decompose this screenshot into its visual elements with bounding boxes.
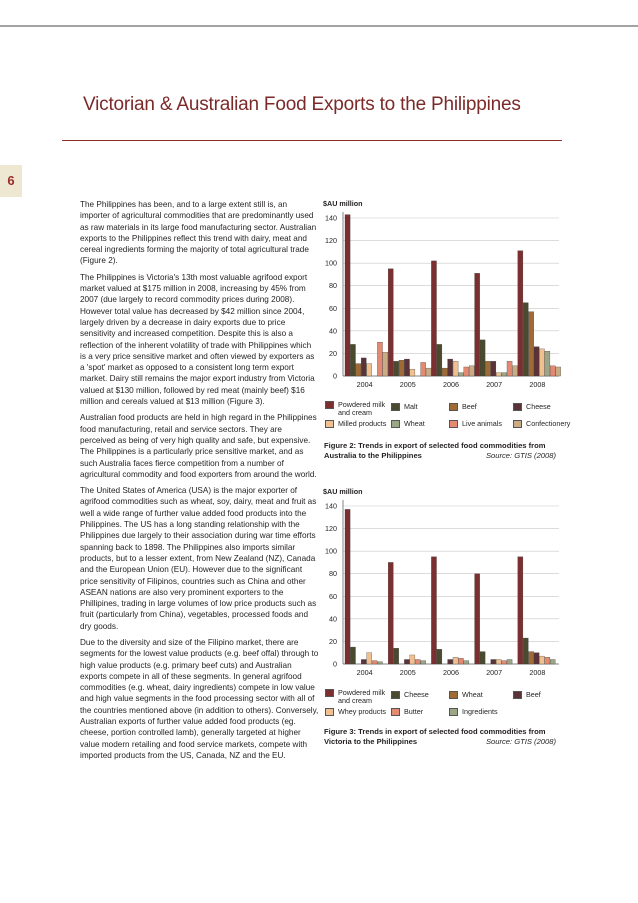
bar-powdered-milk-and-cream-2006 [431, 557, 436, 664]
legend-swatch [391, 403, 400, 411]
legend-item-cheese [513, 403, 551, 411]
bar-powdered-milk-and-cream-2008 [518, 557, 523, 664]
legend-label: Milled products [338, 419, 387, 428]
y-tick-label: 120 [325, 236, 337, 246]
legend-item-beef [449, 403, 477, 411]
figure-2-chart [323, 198, 563, 393]
paragraph: Due to the diversity and size of the Filipino market, there are segments for the lowest value products (e.g. beef offal) through to high value products (e.g. primary beef cuts) and Australian exports compete in all of these segments. In general agrifood commodities (e.g. wheat, dairy ingredients) compete in low value and high value segments in the food processing sector with all of the countries mentioned above (in addition to others). Conversely, Australian exports of further value added food products (eg. cheese, portion controlled lamb), generally targeted at higher value modern retailing and food service markets, compete with imported products from the US, Canada, NZ and the EU. [80, 637, 319, 760]
legend-label: Live animals [462, 419, 502, 428]
legend-swatch [449, 708, 458, 716]
bar-butter-2008 [545, 657, 550, 664]
bar-ingredients-2005 [421, 661, 426, 664]
legend-label: Malt [404, 402, 418, 411]
legend-label: Cheese [526, 402, 551, 411]
figure-2-caption [324, 441, 564, 461]
y-tick-label: 80 [329, 569, 337, 579]
bar-beef-2004 [356, 364, 361, 376]
figure-3 [323, 486, 563, 756]
bar-malt-2007 [480, 340, 485, 376]
body-text [80, 199, 319, 766]
bar-beef-2006 [448, 659, 453, 664]
bar-beef-2008 [529, 312, 534, 376]
figure-2-source: Source: GTIS (2008) [485, 451, 556, 460]
x-tick-label: 2008 [529, 668, 546, 677]
legend-label: Confectionery [526, 419, 571, 428]
bar-powdered-milk-and-cream-2005 [388, 269, 393, 376]
bar-beef-2005 [404, 659, 409, 664]
figure-3-caption [324, 727, 564, 747]
figure-3-source: Source: GTIS (2008) [485, 737, 556, 746]
bar-live-animals-2006 [464, 367, 469, 376]
x-tick-label: 2008 [529, 380, 546, 389]
y-tick-label: 0 [333, 659, 337, 669]
y-tick-label: 100 [325, 546, 337, 556]
figure-3-legend [325, 689, 563, 721]
figure-2-legend [325, 400, 571, 433]
bar-milled-products-2004 [367, 364, 372, 376]
y-tick-label: 60 [329, 591, 337, 601]
bar-malt-2008 [523, 303, 528, 376]
y-tick-label: 100 [325, 258, 337, 268]
legend-label: Butter [404, 707, 424, 716]
y-tick-label: 140 [325, 213, 337, 223]
legend-item-cheese [391, 691, 429, 699]
bar-powdered-milk-and-cream-2007 [475, 273, 480, 376]
page-title: Victorian & Australian Food Exports to the Philippines [83, 94, 521, 115]
bar-wheat-2007 [502, 373, 507, 376]
legend-swatch [391, 420, 400, 428]
x-tick-label: 2007 [486, 380, 503, 389]
bar-milled-products-2008 [539, 349, 544, 376]
bar-butter-2006 [458, 658, 463, 664]
bar-wheat-2006 [458, 373, 463, 376]
bar-milled-products-2007 [496, 373, 501, 376]
bar-beef-2007 [485, 361, 490, 376]
legend-item-malt [391, 403, 418, 411]
bar-cheese-2007 [480, 652, 485, 664]
bar-whey-products-2005 [410, 655, 415, 664]
bar-cheese-2004 [361, 358, 366, 376]
bar-cheese-2006 [448, 359, 453, 376]
bar-powdered-milk-and-cream-2004 [345, 509, 350, 664]
legend-swatch [513, 691, 522, 699]
bar-confectionery-2004 [383, 352, 388, 376]
figure-3-chart [323, 486, 563, 681]
y-tick-label: 40 [329, 326, 337, 336]
bar-ingredients-2006 [464, 661, 469, 664]
paragraph: The United States of America (USA) is the major exporter of agrifood commodities such as wheat, soy, dairy, meat and fruit as well a wide range of further value added food products into the Philippines. The US has a long standing relationship with the Philippines due largely to their association during war time efforts spanning back to 1898. The Philippines also imports similar products, but to a lesser extent, from New Zealand (NZ), Canada and the European Union (EU). However due to the significant price sensitivity of Filipinos, countries such as China and other ASEAN nations are also very prominent exporters to the Phillipines, trading in large volumes of low price products such as fruit (particularly from China), vegetables, processed foods and dry goods. [80, 486, 317, 631]
figure-2 [323, 198, 571, 466]
bar-live-animals-2007 [507, 361, 512, 376]
y-tick-label: 140 [325, 501, 337, 511]
legend-item-butter [391, 708, 423, 716]
bar-whey-products-2008 [539, 656, 544, 664]
figure-2-caption-text: Figure 2: Trends in export of selected food commodities from Australia to the Philippines [324, 441, 546, 460]
bar-confectionery-2007 [512, 366, 517, 376]
legend-label: Beef [526, 690, 541, 699]
y-tick-label: 60 [329, 303, 337, 313]
bar-wheat-2008 [529, 652, 534, 664]
legend-swatch [325, 689, 334, 697]
page-number: 6 [0, 165, 22, 197]
bar-ingredients-2007 [507, 659, 512, 664]
bar-confectionery-2008 [556, 367, 561, 376]
legend-item-powdered-milk-and-cream [325, 401, 388, 417]
bar-butter-2007 [502, 661, 507, 664]
x-tick-label: 2005 [399, 380, 416, 389]
legend-label: Powdered milk and cream [338, 400, 386, 417]
bar-cheese-2006 [437, 649, 442, 664]
bar-ingredients-2004 [377, 662, 382, 664]
y-tick-label: 120 [325, 524, 337, 534]
x-tick-label: 2005 [399, 668, 416, 677]
x-tick-label: 2004 [356, 380, 373, 389]
legend-label: Wheat [404, 419, 425, 428]
bar-cheese-2005 [404, 359, 409, 376]
legend-swatch [325, 420, 334, 428]
paragraph: The Philippines has been, and to a large extent still is, an importer of agricultural commodities that are predominantly used as raw materials in its large food manufacturing sector. Australian exports to the Philippines reflect this trend with dairy, meat and cereal ingredients forming the majority of total agricultural trade (Figure 2). [80, 200, 317, 266]
legend-item-ingredients [449, 708, 498, 716]
legend-swatch [449, 420, 458, 428]
bar-beef-2004 [361, 659, 366, 664]
bar-cheese-2007 [491, 361, 496, 376]
bar-confectionery-2005 [426, 368, 431, 376]
bar-powdered-milk-and-cream-2008 [518, 251, 523, 376]
bar-cheese-2005 [394, 648, 399, 664]
legend-item-beef [513, 691, 541, 699]
legend-item-live-animals [449, 420, 502, 428]
bar-malt-2005 [394, 361, 399, 376]
bar-cheese-2008 [523, 638, 528, 664]
legend-item-wheat [449, 691, 483, 699]
legend-item-powdered-milk-and-cream [325, 689, 388, 705]
y-axis-label: $AU million [323, 487, 363, 496]
bar-malt-2006 [437, 344, 442, 376]
legend-swatch [325, 401, 334, 409]
legend-swatch [513, 420, 522, 428]
bar-butter-2005 [415, 659, 420, 664]
bar-malt-2004 [350, 344, 355, 376]
bar-powdered-milk-and-cream-2006 [431, 261, 436, 376]
bar-powdered-milk-and-cream-2005 [388, 562, 393, 664]
x-tick-label: 2006 [443, 668, 459, 677]
bar-cheese-2008 [534, 347, 539, 376]
bar-whey-products-2007 [496, 659, 501, 664]
title-divider [62, 140, 562, 141]
bar-whey-products-2004 [367, 653, 372, 664]
bar-live-animals-2005 [421, 362, 426, 376]
bar-ingredients-2008 [550, 659, 555, 664]
paragraph: Australian food products are held in high regard in the Philippines food manufacturing, retail and service sectors. They are perceived as being of very high quality and safe, but expensive. The Philippines is a particularly price sensitive market, and as such Australia faces fierce competition from a number of agricultural commodity and food exporters from around the world. [80, 413, 317, 479]
legend-item-confectionery [513, 420, 570, 428]
paragraph: The Philippines is Victoria's 13th most valuable agrifood export market valued at $175 million in 2008, increasing by 45% from 2007 (due largely to record commodity prices during 2008). However total value has decreased by $42 million since 2004, largely driven by a decrease in dairy exports due to price sensitivity and increased competition. Despite this is also a reflection of the inherent volatility of trade with Philippines which is a very price sensitive market and often viewed by exporters as a 'spot' market as opposed to a consistent long term export market. Dairy still remains the major export industry from Victoria valued at $130 million, followed by red meat (mainly beef) $16 million and cereals valued at $13 million (Figure 3). [80, 272, 315, 407]
bar-milled-products-2006 [453, 361, 458, 376]
bar-beef-2005 [399, 360, 404, 376]
legend-label: Cheese [404, 690, 429, 699]
bar-confectionery-2006 [469, 366, 474, 376]
bar-beef-2008 [534, 653, 539, 664]
y-tick-label: 20 [329, 348, 337, 358]
bar-powdered-milk-and-cream-2004 [345, 215, 350, 376]
legend-swatch [449, 403, 458, 411]
bar-powdered-milk-and-cream-2007 [475, 574, 480, 664]
figure-3-caption-text: Figure 3: Trends in export of selected food commodities from Victoria to the Philippines [324, 727, 546, 746]
bar-cheese-2004 [350, 647, 355, 664]
legend-swatch [513, 403, 522, 411]
bar-live-animals-2004 [377, 342, 382, 376]
legend-item-wheat [391, 420, 425, 428]
bar-beef-2007 [491, 659, 496, 664]
legend-label: Beef [462, 402, 477, 411]
legend-item-whey-products [325, 708, 386, 716]
y-axis-label: $AU million [323, 199, 363, 208]
legend-label: Wheat [462, 690, 483, 699]
bar-whey-products-2006 [453, 657, 458, 664]
legend-swatch [391, 691, 400, 699]
bar-live-animals-2008 [550, 366, 555, 376]
y-tick-label: 20 [329, 636, 337, 646]
legend-label: Powdered milk and cream [338, 688, 386, 705]
legend-label: Whey products [338, 707, 386, 716]
y-tick-label: 40 [329, 614, 337, 624]
x-tick-label: 2004 [356, 668, 373, 677]
bar-milled-products-2005 [410, 369, 415, 376]
x-tick-label: 2006 [443, 380, 459, 389]
legend-item-milled-products [325, 420, 386, 428]
y-tick-label: 0 [333, 371, 337, 381]
bar-butter-2004 [372, 661, 377, 664]
bar-beef-2006 [442, 368, 447, 376]
top-rule [0, 25, 638, 27]
legend-swatch [325, 708, 334, 716]
y-tick-label: 80 [329, 281, 337, 291]
x-tick-label: 2007 [486, 668, 503, 677]
legend-label: Ingredients [462, 707, 498, 716]
legend-swatch [391, 708, 400, 716]
legend-swatch [449, 691, 458, 699]
bar-wheat-2008 [545, 351, 550, 376]
